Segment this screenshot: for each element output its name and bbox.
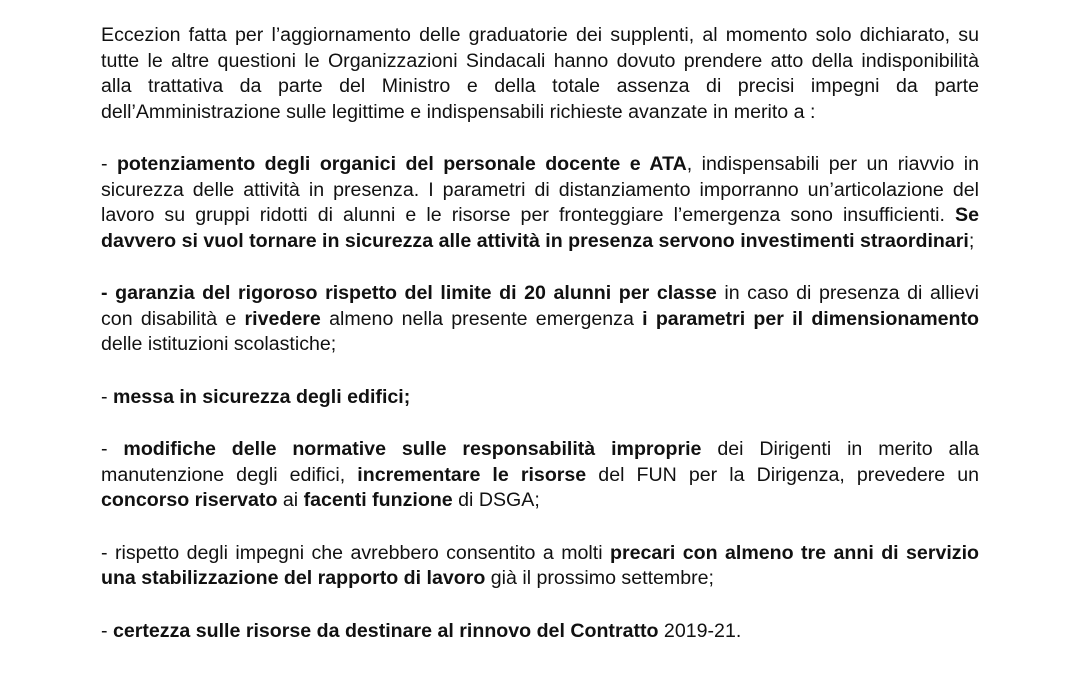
text-segment: , indispensabili per un riavvio in sicurezza delle attività in presenza. I parametri di distanziamento imporranno un’articolazione del lavoro su gruppi ridotti di alunni e le risorse per fronteggiare l’emergenza sono insufficienti. xyxy=(101,153,980,226)
bold-text: concorso riservato xyxy=(101,489,278,511)
text-segment: delle istituzioni scolastiche; xyxy=(101,333,337,355)
text-segment: di DSGA; xyxy=(452,489,540,511)
text-segment: - xyxy=(101,385,113,408)
paragraph xyxy=(101,385,979,411)
bold-text: i parametri per il dimensionamento xyxy=(642,307,979,330)
bold-text: facenti funzione xyxy=(303,489,453,511)
text-segment: ; xyxy=(968,229,975,252)
text-segment: dei Dirigenti in merito alla manutenzione degli edifici, xyxy=(101,438,980,486)
paragraph xyxy=(101,619,979,645)
text-segment: - rispetto degli impegni che avrebbero consentito a molti xyxy=(101,541,610,564)
text-segment: Eccezion fatta per l’aggiornamento delle graduatorie dei supplenti, al momento solo dichiarato, su tutte le altre questioni le Organizzazioni Sindacali hanno dovuto prendere atto della indisponibilità alla trattativa da parte del Ministro e della totale assenza di precisi impegni da parte dell’Amministrazione sulle legittime e indispensabili richieste avanzate in merito a : xyxy=(101,24,979,123)
paragraph xyxy=(101,23,979,125)
text-segment: in caso di presenza di allievi con disabilità e xyxy=(101,282,979,330)
text-segment: - xyxy=(101,153,117,175)
bold-text: - garanzia del rigoroso rispetto del limite di 20 alunni per classe xyxy=(101,282,717,304)
paragraph xyxy=(101,152,979,254)
bold-text: rivedere xyxy=(244,307,321,330)
bold-text: certezza sulle risorse da destinare al rinnovo del Contratto xyxy=(112,619,659,642)
paragraph xyxy=(101,281,979,358)
text-segment: almeno nella presente emergenza xyxy=(320,307,643,330)
text-segment: - xyxy=(101,438,124,460)
document-body xyxy=(101,23,979,671)
bold-text: incrementare le risorse xyxy=(357,463,587,486)
bold-text: precari con almeno tre anni di servizio una stabilizzazione del rapporto di lavoro xyxy=(101,541,979,589)
document-title xyxy=(210,0,870,9)
bold-text: messa in sicurezza degli edifici; xyxy=(112,385,411,408)
text-segment: del FUN per la Dirigenza, prevedere un xyxy=(586,463,980,486)
text-segment: - xyxy=(101,619,113,642)
bold-text: modifiche delle normative sulle responsabilità improprie xyxy=(123,438,702,460)
bold-text: Se davvero si vuol tornare in sicurezza alle attività in presenza servono investimenti straordinari xyxy=(101,204,979,252)
paragraph xyxy=(101,437,979,514)
text-segment: già il prossimo settembre; xyxy=(485,567,714,589)
paragraph xyxy=(101,541,979,592)
text-segment: 2019-21. xyxy=(658,619,742,642)
bold-text: potenziamento degli organici del personale docente e ATA xyxy=(116,153,687,175)
text-segment: ai xyxy=(277,489,304,511)
